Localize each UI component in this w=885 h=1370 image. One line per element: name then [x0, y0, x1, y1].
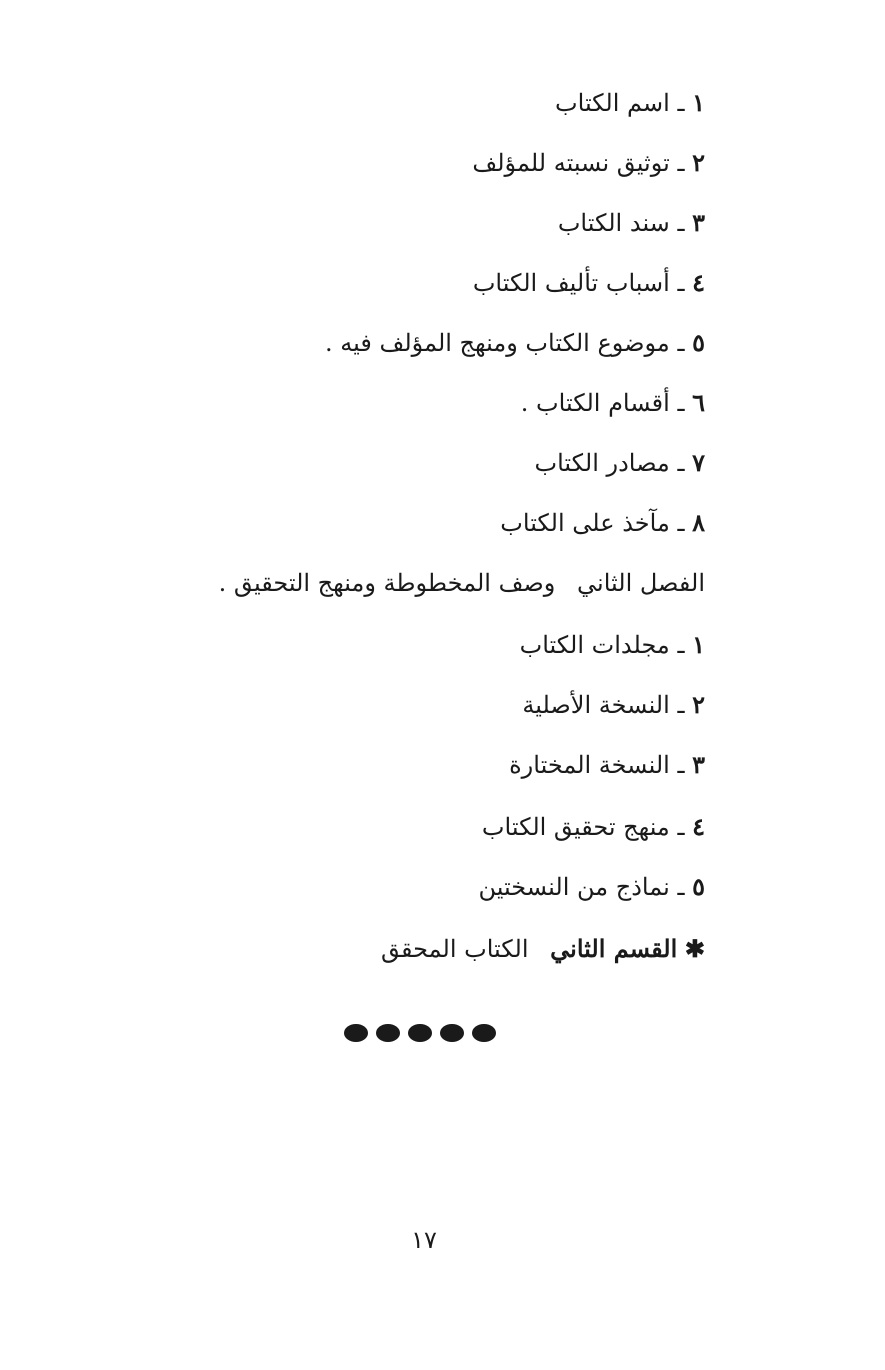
chapter-title: وصف المخطوطة ومنهج التحقيق .: [218, 569, 556, 597]
toc-item: [150, 810, 705, 844]
item-number: ١: [692, 630, 705, 659]
toc-item: [150, 86, 705, 120]
toc-item: [150, 386, 705, 420]
item-dash: ـ: [677, 449, 685, 477]
item-text: أسباب تأليف الكتاب: [472, 269, 670, 297]
item-text: النسخة المختارة: [509, 751, 670, 779]
item-dash: ـ: [677, 813, 685, 841]
item-text: توثيق نسبته للمؤلف: [472, 149, 670, 177]
toc-item: [150, 870, 705, 904]
bullet-dot-icon: [472, 1024, 496, 1042]
item-dash: ـ: [677, 751, 685, 779]
item-dash: ـ: [677, 691, 685, 719]
item-number: ٧: [692, 448, 705, 477]
item-text: اسم الكتاب: [555, 89, 670, 117]
bullet-dot-icon: [408, 1024, 432, 1042]
item-number: ٢: [692, 690, 705, 719]
bullet-separator: [0, 1024, 840, 1042]
bullet-dot-icon: [376, 1024, 400, 1042]
item-text: منهج تحقيق الكتاب: [481, 813, 670, 841]
chapter-heading: [150, 566, 705, 600]
item-text: مآخذ على الكتاب: [500, 509, 670, 537]
toc-item: [150, 146, 705, 180]
star-icon: ✱: [684, 934, 705, 963]
item-dash: ـ: [677, 269, 685, 297]
item-dash: ـ: [677, 89, 685, 117]
section-label: القسم الثاني: [550, 934, 678, 963]
item-number: ١: [692, 88, 705, 117]
item-dash: ـ: [677, 389, 685, 417]
page-number: ١٧: [411, 1226, 437, 1254]
section-heading: [150, 932, 705, 966]
section-title: الكتاب المحقق: [381, 935, 529, 963]
toc-item: [150, 628, 705, 662]
item-number: ٤: [692, 812, 705, 841]
item-dash: ـ: [677, 631, 685, 659]
item-dash: ـ: [677, 509, 685, 537]
item-dash: ـ: [677, 209, 685, 237]
item-number: ٦: [692, 388, 705, 417]
item-text: أقسام الكتاب .: [520, 389, 670, 417]
item-dash: ـ: [677, 329, 685, 357]
toc-item: [150, 688, 705, 722]
toc-item: [150, 506, 705, 540]
toc-item: [150, 266, 705, 300]
bullet-dot-icon: [344, 1024, 368, 1042]
item-number: ٥: [692, 872, 705, 901]
item-number: ٥: [692, 328, 705, 357]
toc-item: [150, 206, 705, 240]
toc-item: [150, 446, 705, 480]
bullet-dot-icon: [440, 1024, 464, 1042]
item-dash: ـ: [677, 873, 685, 901]
item-number: ٤: [692, 268, 705, 297]
item-dash: ـ: [677, 149, 685, 177]
toc-item: [150, 748, 705, 782]
item-number: ٢: [692, 148, 705, 177]
item-text: النسخة الأصلية: [522, 691, 670, 719]
item-text: نماذج من النسختين: [478, 873, 670, 901]
item-text: سند الكتاب: [557, 209, 670, 237]
item-text: موضوع الكتاب ومنهج المؤلف فيه .: [325, 329, 670, 357]
item-number: ٣: [692, 208, 705, 237]
item-text: مصادر الكتاب: [534, 449, 670, 477]
item-number: ٨: [692, 508, 705, 537]
item-number: ٣: [692, 750, 705, 779]
toc-item: [150, 326, 705, 360]
item-text: مجلدات الكتاب: [519, 631, 670, 659]
chapter-label: الفصل الثاني: [577, 569, 705, 597]
